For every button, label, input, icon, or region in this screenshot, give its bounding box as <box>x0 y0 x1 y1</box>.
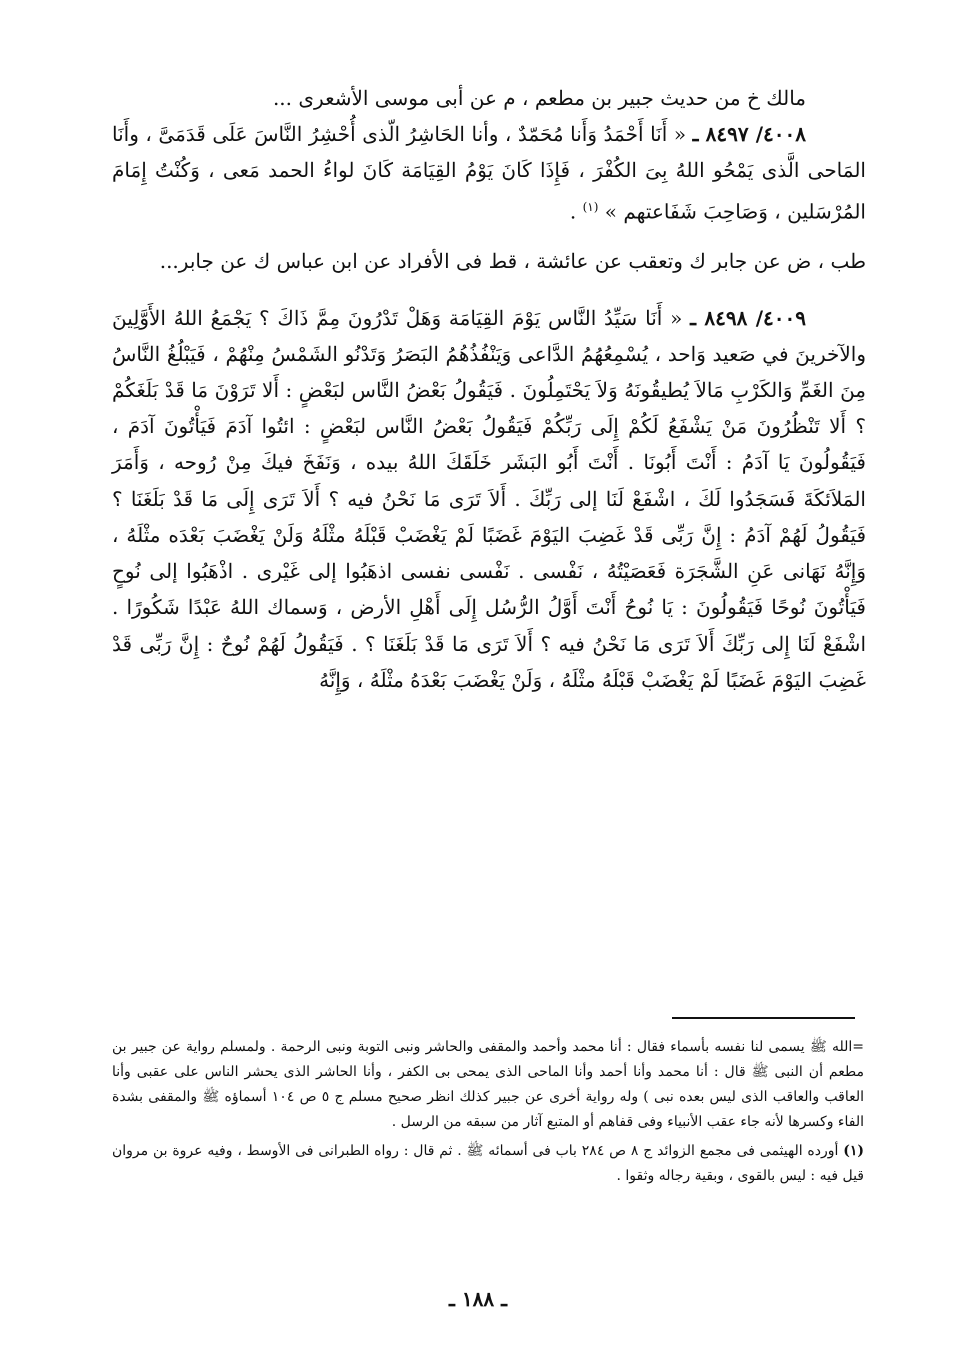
page-number: ـ ١٨٨ ـ <box>449 1287 507 1311</box>
footnote-divider <box>672 1017 855 1019</box>
footnote-text: =الله ﷺ يسمى لنا نفسه بأسماء فقال : أنا محمد وأحمد والمقفى والحاشر ونبى التوبة ونبى الرحمة . ولمسلم رواية عن جبير بن مطعم أن النبى ﷺ قال : أنا محمد وأنا أحمد وأنا الماحى الذى يمحى بى الكفر ، وأنا الحاشر الذى يحشر الناس على عقبى وأنا العاقب والعاقب الذى ليس بعده نبى ) وله رواية أخرى عن جبير كذلك انظر صحيح مسلم ج ٥ ص ١٠٤ أسماؤه ﷺ والمقفى بشدة الفاء وكسرها لأنه جاء عقب الأنبياء وفى قفاهم أو المتبع آثار من سبقه من الرسل . <box>112 1039 865 1130</box>
footnote-1 <box>112 1139 864 1189</box>
footnote-reference: (١) <box>582 199 599 214</box>
hadith-number: ٤٠٠٩/ ٨٤٩٨ ـ <box>690 305 806 330</box>
main-text <box>112 80 866 698</box>
paragraph-text: طب ، ض عن جابر ك وتعقب عن عائشة ، قط فى الأفراد عن ابن عباس ك عن جابر... <box>159 249 866 274</box>
hadith-text: « أَنَا أَحْمَدُ وَأَنا مُحَمّدٌ ، وأنا الحَاشِرُ الّذى أُحْشِرُ النَّاسَ عَلَى قَدَمَىَّ ، وأَنَا المَاحى الَّذى يَمْحُو اللهُ بِىَ الكُفْرَ ، فَإِذَا كَانَ يَوْمُ القِيَامَة كَانَ لواءُ الحمد مَعى ، وَكُنْتُ إِمَامَ المُرْسَلين ، وَصَاحِبَ شَفَاعتهم » <box>112 122 866 224</box>
hadith-4009 <box>112 300 866 698</box>
hadith-text: « أَنَا سَيِّدُ النَّاس يَوْمَ القِيَامَة وَهَلْ تَدْرُونَ مِمَّ ذَاكَ ؟ يَجْمَعُ اللهُ الأَوَّلِينَ والآخرينَ في صَعيد وَاحد ، يُسْمِعُهُمُ الدَّاعى وَيَنْفُذُهُمُ البَصَرُ وَتَدْنُو الشَمْسُ مِنْهُمْ ، فَيَبْلُغُ النَّاسُ مِنَ الغَمِّ وَالكَرْبِ مَالاَ يُطيقُونَهُ وَلاَ يَحْتَمِلُونَ . فَيَقُولُ بَعْضُ النَّاس لبَعْضٍ : أَلا تَرَوْنَ مَا قَدْ بَلَغَكُمْ ؟ أَلا تَنْظُرُونَ مَنْ يَشْفَعُ لَكُمْ إِلَى رَبِّكُمْ فَيَقُولُ بَعْضُ النَّاس لبَعْضٍ : ائتُوا آدَمَ فَيَأْتُونَ آدَمَ ، فَيَقُولُونَ يَا آدَمُ : أَنْتَ أَبُونَا . أَنْتَ أَبُو البَشَر خَلَقَكَ اللهُ بيده ، وَنَفَخَ فيكَ مِنْ رُوحه ، وَأَمَرَ المَلاَئكَةَ فَسَجَدُوا لَكَ ، اشْفَعْ لَنَا إلى رَبِّكَ . أَلاَ تَرَى مَا نَحْنُ فيه ؟ أَلاَ تَرَى إِلَى مَا قَدْ بَلَغَنَا ؟ فَيَقُولُ لَهُمْ آدَمُ : إِنَّ رَبِّى قَدْ غَضِبَ اليَوْمَ غَضَبًا لَمْ يَغْضَبْ قَبْلَهُ مثْلَهُ وَلَنْ يَغْضَبَ بَعْدَه مثْلَهُ ، وَإِنَّهُ نَهَانى عَنِ الشَّجَرَة فَعَصَيْتُهُ ، نَفْسى . نَفْسى نفسى اذهَبُوا إلى غَيْرى . اذْهَبُوا إلى نُوحٍ فَيَأْتُونَ نُوحًا فَيَقُولُونَ : يَا نُوحُ أَنْتَ أَوَّلُ الرُّسُل إِلَى أَهْلِ الأرض ، وَسماك اللهُ عَبْدًا شَكُورًا . اشْفَعْ لَنَا إِلى رَبِّكَ أَلاَ تَرَى مَا نَحْنُ فيه ؟ أَلاَ تَرَى مَا قَدْ بَلَغَنَا ؟ . فَيَقُولُ لَهُمْ نُوحٌ : إِنَّ رَبِّى قَدْ غَضِبَ اليَوْمَ غَضَبًا لَمْ يَغْضَبْ قَبْلَهُ مثْلَهُ ، وَلَنْ يَغْضَبَ بَعْدَهُ مثْلَهُ ، وَإِنَّهُ <box>112 305 867 692</box>
hadith-end-mark: . <box>569 199 577 224</box>
paragraph-source-continuation <box>112 80 866 116</box>
footnotes <box>112 1035 864 1189</box>
footnote-continuation <box>112 1035 864 1135</box>
hadith-4008 <box>112 116 866 229</box>
hadith-number: ٤٠٠٨/ ٨٤٩٧ ـ <box>692 122 807 147</box>
footnote-marker: (١) <box>843 1143 864 1159</box>
paragraph-text: مالك خ من حديث جبير بن مطعم ، م عن أبى موسى الأشعرى ... <box>272 86 806 110</box>
paragraph-sources <box>112 243 866 279</box>
footnote-text: أورده الهيثمى فى مجمع الزوائد ج ٨ ص ٢٨٤ باب فى أسمائه ﷺ . ثم قال : رواه الطبرانى فى الأوسط ، وفيه عروة بن مروان قيل فيه : ليس بالقوى ، وبقية رجاله وثقوا . <box>112 1143 864 1184</box>
